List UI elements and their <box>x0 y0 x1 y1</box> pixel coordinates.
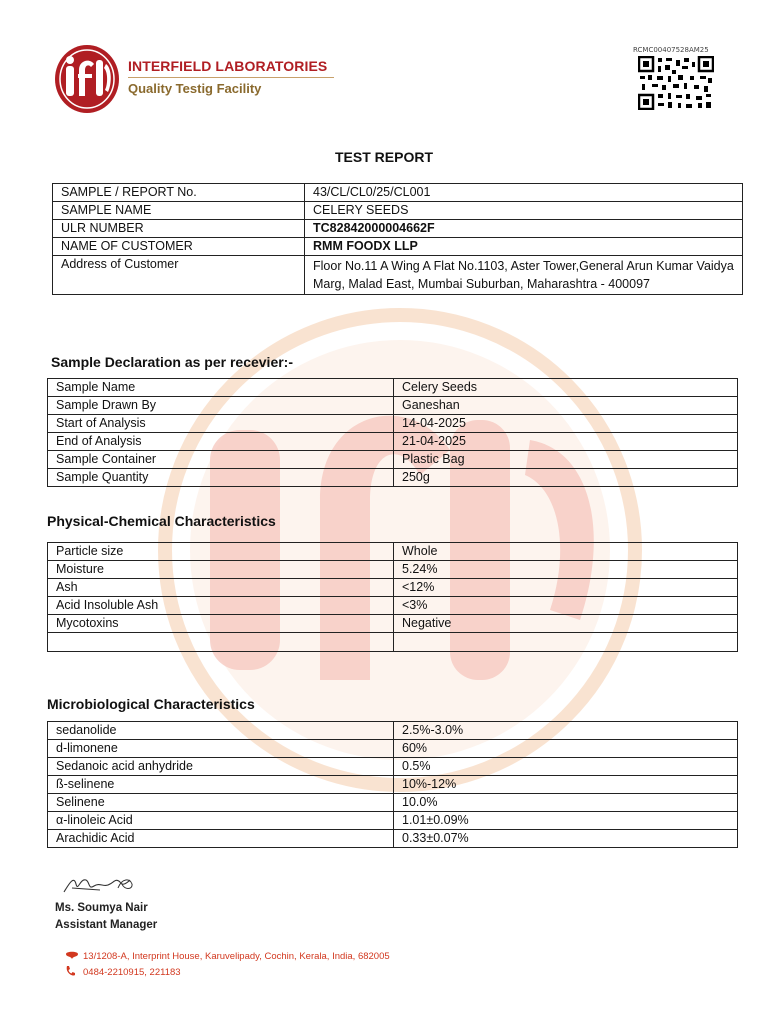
signatory-designation: Assistant Manager <box>55 919 158 931</box>
table-cell-value: CELERY SEEDS <box>305 202 743 220</box>
physical-chemical-table <box>47 542 738 652</box>
table-cell-value: 14-04-2025 <box>394 415 738 433</box>
table-cell-label: Ash <box>48 579 394 597</box>
table-row <box>48 830 738 848</box>
ifl-logo-icon <box>54 44 120 114</box>
table-row <box>48 776 738 794</box>
table-row <box>48 615 738 633</box>
qr-code-icon <box>638 56 714 110</box>
table-row <box>48 543 738 561</box>
table-cell-label: Sample Drawn By <box>48 397 394 415</box>
table-cell-value: 10.0% <box>394 794 738 812</box>
table-row <box>48 740 738 758</box>
microbiological-table <box>47 721 738 848</box>
table-cell-value: TC82842000004662F <box>305 220 743 238</box>
table-cell-label: Sedanoic acid anhydride <box>48 758 394 776</box>
table-cell-label: SAMPLE NAME <box>53 202 305 220</box>
table-cell-value: 10%-12% <box>394 776 738 794</box>
table-row <box>53 184 743 202</box>
table-cell-label: Acid Insoluble Ash <box>48 597 394 615</box>
table-cell-label: ß-selinene <box>48 776 394 794</box>
report-title: TEST REPORT <box>334 149 433 165</box>
table-row <box>48 415 738 433</box>
table-cell-label: Sample Name <box>48 379 394 397</box>
table-cell-label: d-limonene <box>48 740 394 758</box>
section-heading-microbiological: Microbiological Characteristics <box>47 696 255 712</box>
table-cell-value: 1.01±0.09% <box>394 812 738 830</box>
table-cell-value: Ganeshan <box>394 397 738 415</box>
table-cell-empty <box>48 633 394 652</box>
section-heading-sample-declaration: Sample Declaration as per recevier:- <box>51 354 294 370</box>
company-name: INTERFIELD LABORATORIES <box>128 58 328 74</box>
phone-icon <box>65 965 83 980</box>
section-heading-physical-chemical: Physical-Chemical Characteristics <box>47 513 276 529</box>
footer-address-line <box>65 948 390 964</box>
table-row <box>48 379 738 397</box>
table-row <box>48 397 738 415</box>
table-cell-value: <3% <box>394 597 738 615</box>
table-cell-value: Floor No.11 A Wing A Flat No.1103, Aster Tower,General Arun Kumar Vaidya Marg, Malad East, Mumbai Suburban, Maharashtra - 400097 <box>305 256 743 295</box>
table-cell-value: Whole <box>394 543 738 561</box>
table-row <box>48 469 738 487</box>
footer-address: 13/1208-A, Interprint House, Karuvelipady, Cochin, Kerala, India, 682005 <box>83 950 390 962</box>
table-row <box>48 451 738 469</box>
location-icon <box>65 950 83 963</box>
table-cell-value: 0.33±0.07% <box>394 830 738 848</box>
table-row <box>48 794 738 812</box>
qr-reference-code: RCMC00407528AM25 <box>633 46 709 54</box>
table-cell-value: RMM FOODX LLP <box>305 238 743 256</box>
table-cell-label: Particle size <box>48 543 394 561</box>
signatory-block <box>55 900 157 934</box>
company-tagline: Quality Testig Facility <box>128 81 262 96</box>
footer-contact <box>65 948 390 980</box>
table-cell-value: 250g <box>394 469 738 487</box>
table-row <box>48 579 738 597</box>
signatory-name: Ms. Soumya Nair <box>55 902 148 914</box>
table-cell-value: 2.5%-3.0% <box>394 722 738 740</box>
table-cell-label: sedanolide <box>48 722 394 740</box>
table-row <box>48 722 738 740</box>
table-cell-label: Start of Analysis <box>48 415 394 433</box>
table-cell-value: Plastic Bag <box>394 451 738 469</box>
signature-icon <box>60 870 140 900</box>
sample-declaration-table <box>47 378 738 487</box>
table-cell-label: Sample Quantity <box>48 469 394 487</box>
table-cell-label: NAME OF CUSTOMER <box>53 238 305 256</box>
table-row <box>48 597 738 615</box>
table-row <box>53 220 743 238</box>
table-cell-value: 0.5% <box>394 758 738 776</box>
table-cell-label: SAMPLE / REPORT No. <box>53 184 305 202</box>
table-row <box>48 433 738 451</box>
report-info-table <box>52 183 743 295</box>
table-cell-label: α-linoleic Acid <box>48 812 394 830</box>
table-cell-label: Moisture <box>48 561 394 579</box>
table-row-empty <box>48 633 738 652</box>
table-cell-value: Negative <box>394 615 738 633</box>
table-row <box>53 256 743 295</box>
table-cell-value: 60% <box>394 740 738 758</box>
table-row <box>48 812 738 830</box>
table-cell-value: 5.24% <box>394 561 738 579</box>
company-branding <box>128 58 334 96</box>
table-cell-label: ULR NUMBER <box>53 220 305 238</box>
footer-phone: 0484-2210915, 221183 <box>83 966 181 978</box>
table-cell-label: End of Analysis <box>48 433 394 451</box>
table-cell-label: Selinene <box>48 794 394 812</box>
table-cell-label: Sample Container <box>48 451 394 469</box>
table-cell-value: Celery Seeds <box>394 379 738 397</box>
table-row <box>53 202 743 220</box>
table-row <box>48 561 738 579</box>
table-row <box>48 758 738 776</box>
divider <box>128 77 334 78</box>
table-cell-value: 43/CL/CL0/25/CL001 <box>305 184 743 202</box>
table-cell-value: <12% <box>394 579 738 597</box>
table-cell-label: Mycotoxins <box>48 615 394 633</box>
footer-phone-line <box>65 964 390 980</box>
table-cell-label: Arachidic Acid <box>48 830 394 848</box>
table-cell-label: Address of Customer <box>53 256 305 295</box>
table-cell-empty <box>394 633 738 652</box>
table-row <box>53 238 743 256</box>
table-cell-value: 21-04-2025 <box>394 433 738 451</box>
